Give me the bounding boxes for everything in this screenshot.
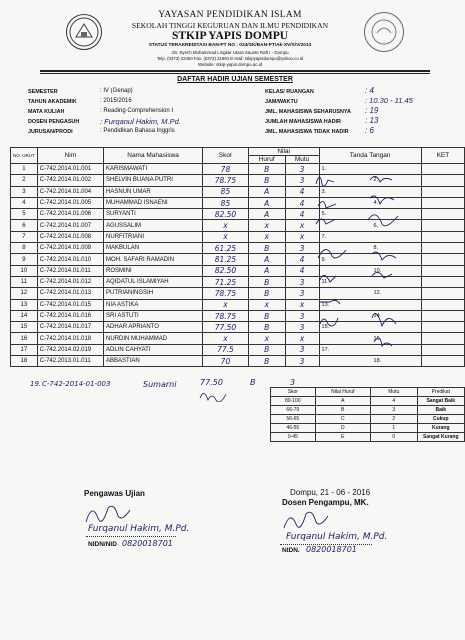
row-note — [421, 322, 464, 333]
row-quality: 3 — [285, 243, 319, 254]
extra-row-nim: C-742-2014-01-003 — [42, 380, 111, 388]
row-no: 6 — [11, 220, 38, 231]
row-letter: B — [248, 276, 285, 287]
row-signature-number: 9. — [321, 256, 327, 263]
row-letter: B — [248, 288, 285, 299]
row-no: 12 — [11, 288, 38, 299]
row-note — [421, 209, 464, 220]
row-nim: C-742.2014.01.015 — [37, 299, 103, 310]
row-name: SHELVIN BUANA PUTRI — [104, 175, 203, 186]
row-no: 17 — [11, 344, 38, 355]
info-label-time: JAM/WAKTU — [265, 99, 298, 105]
key-header-quality: Mutu — [371, 388, 418, 397]
row-nim: C-742.2014.01.004 — [37, 186, 103, 197]
row-name: ADHAR APRIANTO — [104, 322, 203, 333]
row-nim: C-742.2014.01.002 — [37, 175, 103, 186]
row-no: 4 — [11, 197, 38, 208]
supervisor-name-underline — [86, 536, 176, 537]
institution-name: STKIP YAPIS DOMPU — [171, 30, 289, 42]
row-name: MUHAMMAD ISNAENI — [104, 197, 203, 208]
row-nim: C-742.2014.01.013 — [37, 288, 103, 299]
key-header-letter: Nilai Huruf — [315, 388, 370, 397]
row-note — [421, 220, 464, 231]
row-quality: 3 — [285, 288, 319, 299]
row-name: AGUSSALIM — [104, 220, 203, 231]
row-score: 85 — [203, 186, 249, 197]
foundation-name: YAYASAN PENDIDIKAN ISLAM — [158, 10, 302, 20]
lecturer-nid: 0820018701 — [306, 545, 357, 554]
row-nim: C-742.2014.01.010 — [37, 254, 103, 265]
row-no: 8 — [11, 243, 38, 254]
row-name: PUTRIANINGSIH — [104, 288, 203, 299]
row-signature-number: 3. — [321, 188, 327, 195]
info-label-department: JURUSAN/PRODI — [28, 129, 73, 135]
row-quality: 4 — [285, 254, 319, 265]
row-nim: C-742.2014.01.001 — [37, 164, 103, 175]
info-label-expected-count: JML. MAHASISWA SEHARUSNYA — [265, 109, 351, 115]
key-cell: Baik — [417, 406, 464, 415]
row-no: 16 — [11, 333, 38, 344]
row-note — [421, 197, 464, 208]
row-signature-number: 18. — [373, 358, 382, 365]
row-quality: x — [285, 231, 319, 242]
row-signature-number: 2. — [373, 177, 379, 184]
key-cell: 56-65 — [271, 415, 316, 424]
row-signature-number: 12. — [373, 290, 382, 297]
row-letter: B — [248, 322, 285, 333]
row-note — [421, 276, 464, 287]
lecturer-name: Furqanul Hakim, M.Pd. — [286, 532, 388, 542]
info-value-academic-year: : 2015/2016 — [100, 98, 132, 104]
supervisor-nid: 0820018701 — [122, 539, 173, 548]
row-quality: x — [285, 220, 319, 231]
row-letter: B — [248, 164, 285, 175]
row-score: 77.5 — [203, 344, 249, 355]
row-name: AQIDATUL ISLAMIYAH — [104, 276, 203, 287]
row-score: 78.75 — [203, 288, 249, 299]
row-no: 13 — [11, 299, 38, 310]
row-nim: C-742.2014.01.016 — [37, 310, 103, 321]
address-line: Jln. Syech Muhammad Lingkar Utara Saunte Raft I - Dompu — [171, 50, 289, 55]
row-no: 10 — [11, 265, 38, 276]
row-no: 7 — [11, 231, 38, 242]
info-label-semester: SEMESTER — [28, 89, 58, 95]
row-name: MAKBULAN — [104, 243, 203, 254]
key-header-score: Skor — [271, 388, 316, 397]
key-cell: 80-100 — [271, 397, 316, 406]
key-cell: Sangat Baik — [417, 397, 464, 406]
row-nim: C-742.2014.01.005 — [37, 197, 103, 208]
row-score: 82.50 — [203, 265, 249, 276]
row-note — [421, 310, 464, 321]
row-signature-number: 14. — [373, 313, 382, 319]
header-score: Skor — [203, 148, 249, 164]
row-name: ABBASTIAN — [104, 356, 203, 367]
row-note — [421, 265, 464, 276]
row-note — [421, 333, 464, 344]
header-nim: Nim — [37, 148, 103, 164]
row-quality: 4 — [285, 197, 319, 208]
extra-row-letter: B — [250, 378, 256, 387]
supervisor-name: Furqanul Hakim, M.Pd. — [88, 524, 190, 534]
row-name: SRI ASTUTI — [104, 310, 203, 321]
row-name: HASNUN UMAR — [104, 186, 203, 197]
row-no: 1 — [11, 164, 38, 175]
key-cell: 2 — [371, 415, 418, 424]
key-row — [271, 397, 465, 406]
info-value-time: : 10.30 - 11.45 — [365, 96, 413, 105]
extra-row-score: 77.50 — [200, 378, 223, 387]
row-letter: A — [248, 186, 285, 197]
supervisor-nid-label: NIDN/NID — [88, 541, 117, 548]
key-cell: E — [315, 433, 370, 442]
info-value-semester: : IV (Genap) — [100, 88, 133, 94]
row-name: NURDIN MUHAMMAD — [104, 333, 203, 344]
key-cell: 0-45 — [271, 433, 316, 442]
row-score: 82.50 — [203, 209, 249, 220]
row-name: NURFITRIANI — [104, 231, 203, 242]
grade-key-table — [270, 387, 465, 442]
row-letter: A — [248, 197, 285, 208]
row-name: KARISMAWATI — [104, 164, 203, 175]
row-score: 85 — [203, 197, 249, 208]
info-label-class: KELAS/ RUANGAN — [265, 89, 314, 95]
info-value-present-count: : 13 — [365, 116, 379, 125]
row-letter: x — [248, 220, 285, 231]
row-letter: x — [248, 333, 285, 344]
extra-row-signature — [198, 388, 228, 402]
key-cell: Kurang — [417, 424, 464, 433]
signing-date: Dompu, 21 - 06 - 2016 — [290, 488, 371, 497]
row-signature-number: 16. — [373, 335, 382, 342]
info-label-absent-count: JML. MAHASISWA TIDAK HADIR — [265, 129, 349, 135]
accreditation-line: STATUS TERAKREDITASI BAN-PT NO : 024/SK/BAN-PT/Ak-XV/S/V/2013 — [148, 43, 312, 48]
row-note — [421, 231, 464, 242]
header-note: KET — [421, 148, 464, 164]
row-quality: 3 — [285, 276, 319, 287]
row-signature-number: 11. — [321, 279, 329, 286]
row-quality: 3 — [285, 356, 319, 367]
key-cell: Sangat Kurang — [417, 433, 464, 442]
row-letter: A — [248, 209, 285, 220]
row-note — [421, 164, 464, 175]
row-score: x — [203, 220, 249, 231]
row-note — [421, 344, 464, 355]
row-letter: x — [248, 231, 285, 242]
row-no: 15 — [11, 322, 38, 333]
row-letter: B — [248, 310, 285, 321]
key-header-predicate: Predikat — [417, 388, 464, 397]
row-name: SURYANTI — [104, 209, 203, 220]
info-label-course: MATA KULIAH — [28, 109, 65, 115]
row-no: 18 — [11, 356, 38, 367]
row-quality: 3 — [285, 164, 319, 175]
row-quality: 4 — [285, 265, 319, 276]
header-grade: Nilai — [248, 148, 319, 156]
row-signature-number: 13. — [321, 301, 330, 308]
info-value-lecturer: : Furqanul Hakim, M.Pd. — [100, 117, 181, 126]
row-no: 3 — [11, 186, 38, 197]
key-row — [271, 415, 465, 424]
row-quality: 4 — [285, 186, 319, 197]
row-name: ROSMINI — [104, 265, 203, 276]
row-nim: C-742.2014.01.011 — [37, 265, 103, 276]
key-cell: B — [315, 406, 370, 415]
row-quality: 3 — [285, 344, 319, 355]
key-cell: A — [315, 397, 370, 406]
row-name: ADLIN CAHYATI — [104, 344, 203, 355]
row-note — [421, 299, 464, 310]
row-quality: 3 — [285, 310, 319, 321]
row-note — [421, 175, 464, 186]
row-quality: x — [285, 333, 319, 344]
key-cell: 3 — [371, 406, 418, 415]
row-letter: x — [248, 299, 285, 310]
row-signature-number: 1. — [321, 166, 327, 173]
row-nim: C-742.2014.01.009 — [37, 243, 103, 254]
row-name: MOH. SAFARI RAMADIN — [104, 254, 203, 265]
info-value-course: : Reading Comprehension I — [100, 108, 174, 114]
row-quality: x — [285, 299, 319, 310]
document-title: DAFTAR HADIR UJIAN SEMESTER — [177, 76, 293, 83]
row-letter: A — [248, 254, 285, 265]
info-label-present-count: JUMLAH MAHASISWA HADIR — [265, 119, 341, 125]
row-quality: 4 — [285, 209, 319, 220]
row-nim: C-742.2014.01.006 — [37, 209, 103, 220]
key-cell: 0 — [371, 433, 418, 442]
lecturer-title: Dosen Pengampu, MK. — [282, 498, 369, 507]
contact-line: Telp. (0373) 22460 Fax. (0373) 21994 E-mail: stkipyapisdompu@yahoo.co.id — [156, 56, 304, 61]
row-signature-number: 10. — [373, 267, 382, 274]
row-note — [421, 243, 464, 254]
row-score: x — [203, 299, 249, 310]
info-value-department: : Pendidikan Bahasa Inggris — [100, 128, 175, 134]
row-signature-number: 17. — [321, 346, 330, 353]
row-letter: A — [248, 265, 285, 276]
row-signature-number: 6. — [373, 222, 379, 229]
row-score: 78 — [203, 164, 249, 175]
info-label-academic-year: TAHUN AKADEMIK — [28, 99, 77, 105]
row-note — [421, 356, 464, 367]
row-signature-number: 8. — [373, 245, 379, 252]
extra-row-quality: 3 — [290, 378, 296, 387]
header-no: NO. URUT — [11, 148, 38, 164]
row-nim: C-742.2013.01.011 — [37, 356, 103, 367]
row-score: 78.75 — [203, 175, 249, 186]
key-cell: D — [315, 424, 370, 433]
row-no: 9 — [11, 254, 38, 265]
key-cell: 66-79 — [271, 406, 316, 415]
row-score: 61.25 — [203, 243, 249, 254]
info-value-absent-count: : 6 — [365, 126, 374, 135]
header-signature: Tanda Tangan — [319, 148, 421, 164]
key-row — [271, 406, 465, 415]
row-letter: B — [248, 243, 285, 254]
header-letter: Huruf — [248, 156, 285, 164]
row-quality: 3 — [285, 175, 319, 186]
row-letter: B — [248, 344, 285, 355]
row-nim: C-742.2014.01.018 — [37, 333, 103, 344]
info-label-lecturer: DOSEN PENGASUH — [28, 119, 80, 125]
row-no: 11 — [11, 276, 38, 287]
key-row — [271, 433, 465, 442]
row-signature-number: 5. — [321, 211, 327, 218]
row-score: 78.75 — [203, 310, 249, 321]
row-score: x — [203, 333, 249, 344]
row-signature-number: 15. — [321, 324, 330, 331]
key-cell: C — [315, 415, 370, 424]
row-nim: C-742.2014.01.007 — [37, 220, 103, 231]
key-cell: 4 — [371, 397, 418, 406]
row-nim: C-742.2014.01.017 — [37, 322, 103, 333]
row-note — [421, 186, 464, 197]
row-score: 81.25 — [203, 254, 249, 265]
row-no: 14 — [11, 310, 38, 321]
header-quality: Mutu — [285, 156, 319, 164]
row-note — [421, 288, 464, 299]
row-score: x — [203, 231, 249, 242]
row-score: 71.25 — [203, 276, 249, 287]
lecturer-signature — [280, 508, 330, 534]
row-note — [421, 254, 464, 265]
extra-row-no: 19. — [30, 380, 42, 388]
key-cell: 1 — [371, 424, 418, 433]
key-cell: 46-55 — [271, 424, 316, 433]
row-signature-number: 7. — [321, 233, 327, 240]
row-nim: C-742.2014.01.008 — [37, 231, 103, 242]
info-value-class: : 4 — [365, 86, 374, 95]
row-nim: C-742.2014.02.019 — [37, 344, 103, 355]
college-name: SEKOLAH TINGGI KEGURUAN DAN ILMU PENDIDIKAN — [131, 21, 329, 30]
header-name: Nama Mahasiswa — [104, 148, 203, 164]
row-letter: B — [248, 356, 285, 367]
row-score: 70 — [203, 356, 249, 367]
signature-scribbles — [312, 168, 412, 363]
header-divider — [40, 70, 430, 74]
row-quality: 3 — [285, 322, 319, 333]
row-letter: B — [248, 175, 285, 186]
key-cell: Cukup — [417, 415, 464, 424]
row-no: 5 — [11, 209, 38, 220]
extra-row-name: Sumarni — [143, 380, 177, 389]
supervisor-title: Pengawas Ujian — [84, 489, 145, 498]
row-score: 77.50 — [203, 322, 249, 333]
website-line: Website: stkip-yapis.dompu.ac.id — [197, 62, 263, 67]
key-row — [271, 424, 465, 433]
row-nim: C-742.2014.01.012 — [37, 276, 103, 287]
lecturer-nid-label: NIDN. — [282, 547, 300, 554]
row-no: 2 — [11, 175, 38, 186]
row-signature-number: 4. — [373, 200, 379, 207]
info-value-expected-count: : 19 — [365, 106, 379, 115]
row-name: NIA ASTIKA — [104, 299, 203, 310]
